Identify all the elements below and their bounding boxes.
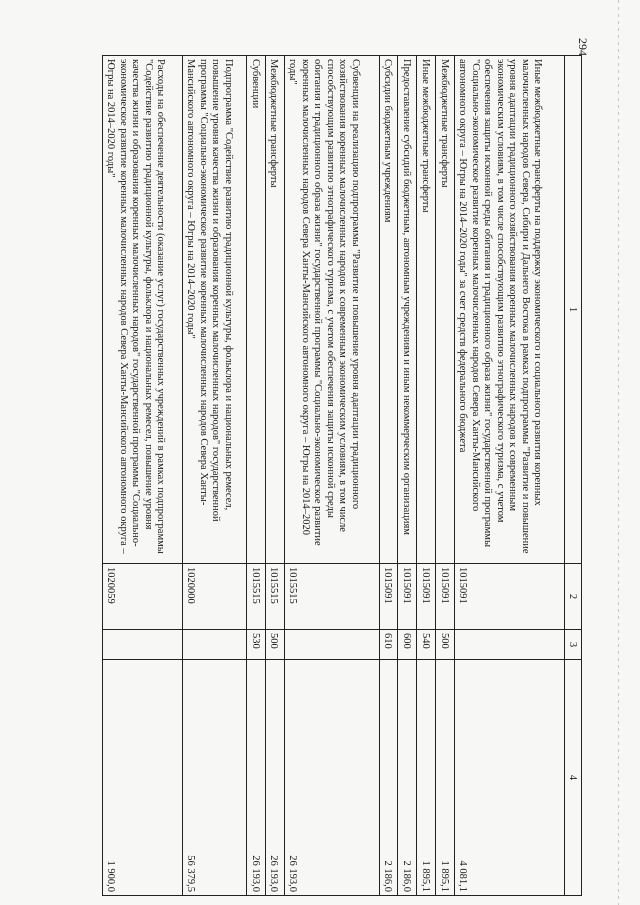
row-code: 1015091 xyxy=(398,564,417,630)
row-code: 1015515 xyxy=(265,564,284,630)
table-row xyxy=(454,56,564,896)
col-header-3: 3 xyxy=(565,630,582,660)
row-code: 1015091 xyxy=(454,564,564,630)
page-number: 294 xyxy=(576,38,590,56)
row-amount: 2 186,0 xyxy=(398,660,417,896)
row-code: 1020059 xyxy=(103,564,183,630)
row-amount: 56 379,5 xyxy=(182,660,246,896)
row-type xyxy=(454,630,564,660)
row-name: Расходы на обеспечение деятельности (оказание услуг) государственных учреждений в рамках подпрограммы "Содействие развитию традиционной культуры, фольклора и национальных ремесел, повышение уровня качества жизни и образования коренных малочисленных народов" государственной программы "Социально-экономическое развитие коренных малочисленных народов Севера Ханты-Мансийского автономного округа – Югры на 2014–2020 годы" xyxy=(103,56,183,564)
row-code: 1020000 xyxy=(182,564,246,630)
row-type: 600 xyxy=(398,630,417,660)
table-row xyxy=(103,56,183,896)
budget-table xyxy=(102,55,582,896)
row-name: Субвенции xyxy=(247,56,266,564)
row-name: Межбюджетные трансферты xyxy=(436,56,455,564)
row-code: 1015515 xyxy=(247,564,266,630)
row-amount: 4 081,1 xyxy=(454,660,564,896)
row-name: Межбюджетные трансферты xyxy=(265,56,284,564)
header-row xyxy=(565,56,582,896)
row-type xyxy=(182,630,246,660)
row-amount: 1 895,1 xyxy=(436,660,455,896)
row-code: 1015091 xyxy=(379,564,398,630)
rotated-table-wrapper xyxy=(102,55,582,895)
row-name: Предоставление субсидий бюджетным, автономным учреждениям и иным некоммерческим организациям xyxy=(398,56,417,564)
row-name: Подпрограмма "Содействие развитию традиционной культуры, фольклора и национальных ремесел, повышение уровня качества жизни и образования коренных малочисленных народов" государственной программы "Социально-экономическое развитие коренных малочисленных народов Севера Ханты-Мансийского автономного округа – Югры на 2014–2020 годы" xyxy=(182,56,246,564)
row-code: 1015091 xyxy=(417,564,436,630)
row-name: Иные межбюджетные трансферты на поддержку экономического и социального развития коренных малочисленных народов Севера, Сибири и Дальнего Востока в рамках подпрограммы "Развитие и повышение уровня адаптации традиционного хозяйствования коренных малочисленных народов к современным экономическим условиям, в том числе способствующим развитию этнографического туризма, с учетом обеспечения защиты исконной среды обитания и традиционного образа жизни" государственной программы "Социально-экономическое развитие коренных малочисленных народов Севера Ханты-Мансийского автономного округа – Югры на 2014–2020 годы" за счет средств федерального бюджета xyxy=(454,56,564,564)
table-row xyxy=(284,56,379,896)
row-amount: 1 900,0 xyxy=(103,660,183,896)
row-amount: 26 193,0 xyxy=(247,660,266,896)
row-amount: 26 193,0 xyxy=(265,660,284,896)
row-type xyxy=(103,630,183,660)
table-row xyxy=(436,56,455,896)
scan-edge xyxy=(618,0,619,905)
row-amount: 2 186,0 xyxy=(379,660,398,896)
row-name: Иные межбюджетные трансферты xyxy=(417,56,436,564)
col-header-2: 2 xyxy=(565,564,582,630)
table-row xyxy=(379,56,398,896)
row-type xyxy=(284,630,379,660)
row-amount: 1 895,1 xyxy=(417,660,436,896)
row-type: 610 xyxy=(379,630,398,660)
row-name: Субсидии бюджетным учреждениям xyxy=(379,56,398,564)
row-type: 540 xyxy=(417,630,436,660)
table-row xyxy=(265,56,284,896)
row-amount: 26 193,0 xyxy=(284,660,379,896)
row-code: 1015091 xyxy=(436,564,455,630)
table-row xyxy=(247,56,266,896)
table-row xyxy=(182,56,246,896)
table-row xyxy=(398,56,417,896)
row-type: 500 xyxy=(436,630,455,660)
row-type: 500 xyxy=(265,630,284,660)
col-header-4: 4 xyxy=(565,660,582,896)
row-type: 530 xyxy=(247,630,266,660)
row-name: Субвенции на реализацию подпрограммы "Развитие и повышение уровня адаптации традиционного хозяйствования коренных малочисленных народов к современным экономическим условиям, в том числе способствующим развитию этнографического туризма, с учетом обеспечения защиты исконной среды обитания и традиционного образа жизни" государственной программы "Социально-экономическое развитие коренных малочисленных народов Севера Ханты-Мансийского автономного округа – Югры на 2014–2020 годы" xyxy=(284,56,379,564)
col-header-1: 1 xyxy=(565,56,582,564)
row-code: 1015515 xyxy=(284,564,379,630)
table-row xyxy=(417,56,436,896)
